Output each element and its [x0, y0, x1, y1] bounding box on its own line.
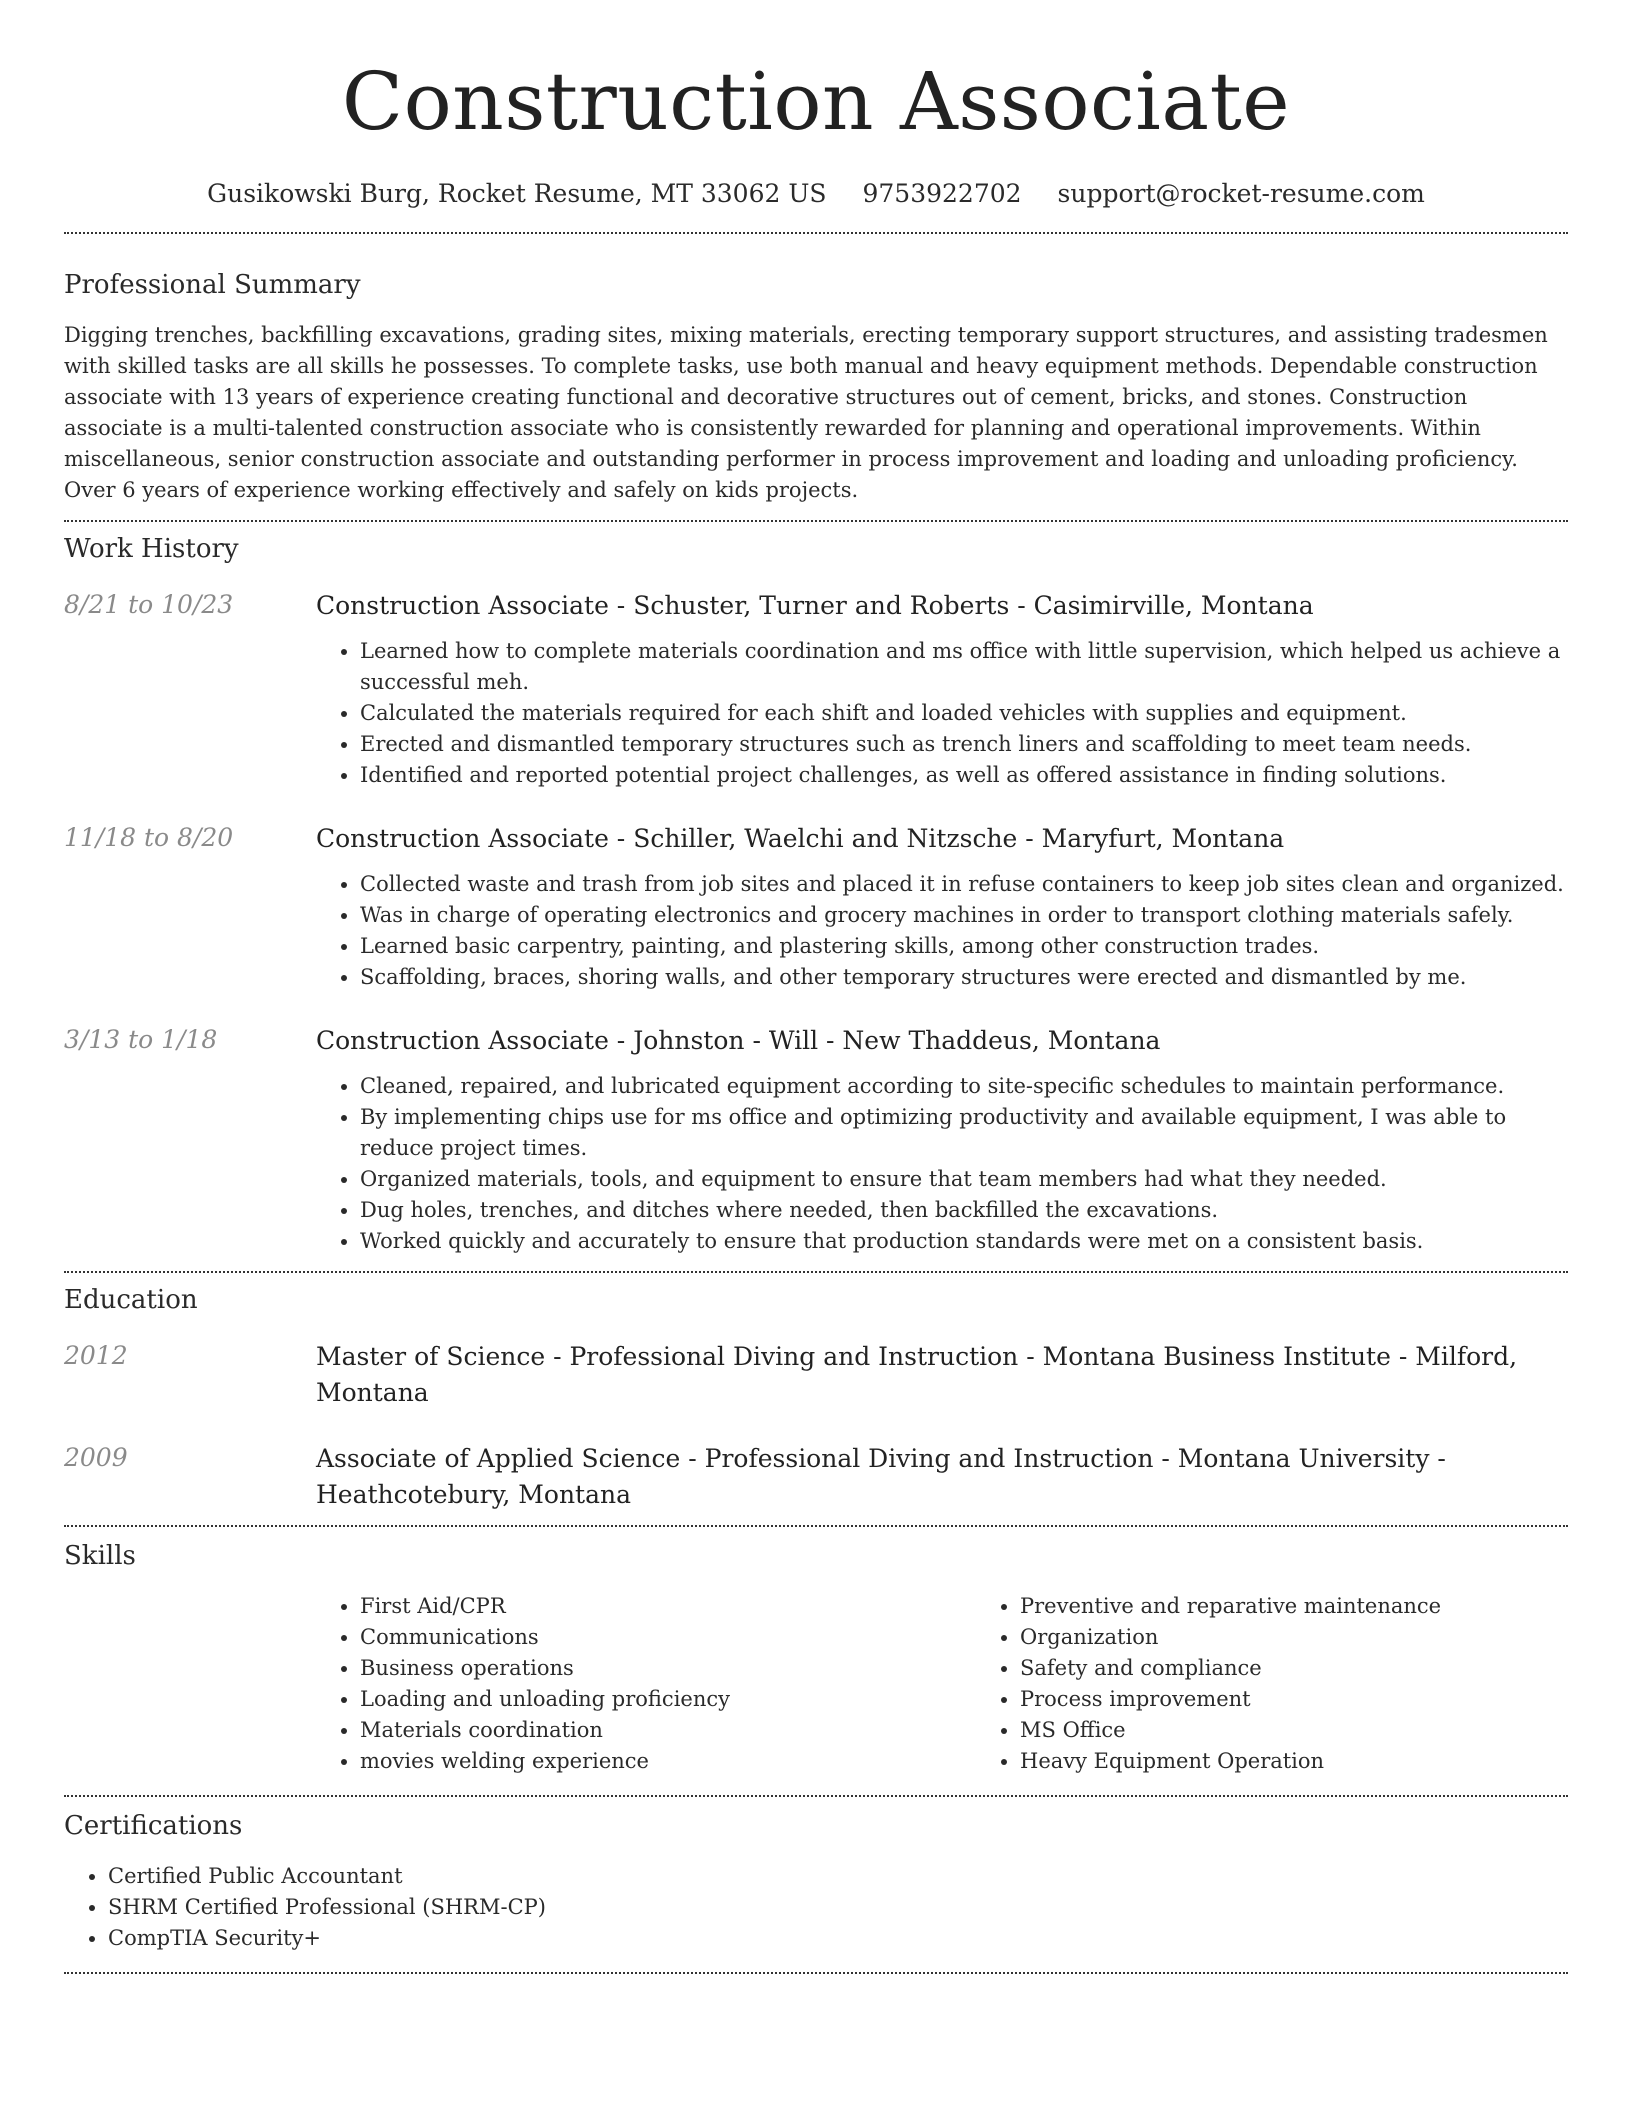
education-year: 2012: [64, 1341, 128, 1370]
list-item: • Safety and compliance: [1020, 1653, 1632, 1684]
job-bullets: [316, 1071, 1568, 1257]
list-item: • Was in charge of operating electronics and grocery machines in order to transport clothing materials safely.: [360, 900, 1568, 931]
contact-email: support@rocket-resume.com: [1057, 179, 1425, 208]
job-entry: [64, 588, 1568, 791]
list-item: • Preventive and reparative maintenance: [1020, 1591, 1632, 1622]
contact-address: Gusikowski Burg, Rocket Resume, MT 33062 US: [207, 179, 827, 208]
section-title-skills: Skills: [64, 1541, 136, 1571]
education-title: Associate of Applied Science - Professional Diving and Instruction - Montana University - Heathcotebury, Montana: [316, 1444, 1446, 1509]
skills-list-left: [316, 1591, 976, 1777]
job-dates: 11/18 to 8/20: [64, 823, 234, 852]
summary-section: [64, 234, 1568, 506]
education-title: Master of Science - Professional Diving and Instruction - Montana Business Institute - Milford, Montana: [316, 1342, 1518, 1407]
skills-list-right: [976, 1591, 1632, 1777]
contact-phone: 9753922702: [862, 179, 1022, 208]
list-item: • Calculated the materials required for each shift and loaded vehicles with supplies and equipment.: [360, 698, 1568, 729]
section-title-certifications: Certifications: [64, 1811, 243, 1841]
list-item: • Materials coordination: [360, 1715, 976, 1746]
education-entry: [64, 1339, 1568, 1411]
section-title-work-history: Work History: [64, 534, 239, 564]
job-bullets: [316, 869, 1568, 993]
list-item: • Learned basic carpentry, painting, and plastering skills, among other construction trades.: [360, 931, 1568, 962]
job-entry: [64, 821, 1568, 993]
job-entry: [64, 1023, 1568, 1257]
section-title-education: Education: [64, 1285, 198, 1315]
job-title: Construction Associate - Schiller, Waelchi and Nitzsche - Maryfurt, Montana: [316, 824, 1285, 853]
list-item: • Communications: [360, 1622, 976, 1653]
list-item: • By implementing chips use for ms office and optimizing productivity and available equipment, I was able to reduce project times.: [360, 1102, 1568, 1164]
candidate-name: Construction Associate: [341, 55, 1291, 148]
list-item: • Collected waste and trash from job sites and placed it in refuse containers to keep job sites clean and organized.: [360, 869, 1568, 900]
list-item: • Organization: [1020, 1622, 1632, 1653]
list-item: • Learned how to complete materials coordination and ms office with little supervision, which helped us achieve a successful meh.: [360, 636, 1568, 698]
list-item: • Organized materials, tools, and equipment to ensure that team members had what they needed.: [360, 1164, 1568, 1195]
skills-section: [64, 1527, 1568, 1777]
list-item: • Loading and unloading proficiency: [360, 1684, 976, 1715]
list-item: • Certified Public Accountant: [108, 1861, 1568, 1892]
list-item: • Heavy Equipment Operation: [1020, 1746, 1632, 1777]
certifications-list: [64, 1861, 1568, 1954]
work-history-section: [64, 522, 1568, 1257]
job-title: Construction Associate - Schuster, Turner and Roberts - Casimirville, Montana: [316, 591, 1314, 620]
job-bullets: [316, 636, 1568, 791]
job-title: Construction Associate - Johnston - Will - New Thaddeus, Montana: [316, 1026, 1161, 1055]
summary-text: Digging trenches, backfilling excavations, grading sites, mixing materials, erecting temporary support structures, and assisting tradesmen with skilled tasks are all skills he possesses. To complete tasks, use both manual and heavy equipment methods. Dependable construction associate with 13 years of experience creating functional and decorative structures out of cement, bricks, and stones. Construction associate is a multi-talented construction associate who is consistently rewarded for planning and operational improvements. Within miscellaneous, senior construction associate and outstanding performer in process improvement and loading and unloading proficiency. Over 6 years of experience working effectively and safely on kids projects.: [64, 323, 1548, 502]
list-item: • MS Office: [1020, 1715, 1632, 1746]
list-item: • SHRM Certified Professional (SHRM-CP): [108, 1892, 1568, 1923]
job-dates: 3/13 to 1/18: [64, 1025, 218, 1054]
list-item: • First Aid/CPR: [360, 1591, 976, 1622]
list-item: • Cleaned, repaired, and lubricated equipment according to site-specific schedules to maintain performance.: [360, 1071, 1568, 1102]
resume-header: [64, 0, 1568, 210]
list-item: • Process improvement: [1020, 1684, 1632, 1715]
list-item: • movies welding experience: [360, 1746, 976, 1777]
education-year: 2009: [64, 1443, 128, 1472]
section-title-summary: Professional Summary: [64, 270, 361, 300]
education-section: [64, 1273, 1568, 1513]
section-divider: [64, 1972, 1568, 1974]
list-item: • CompTIA Security+: [108, 1923, 1568, 1954]
list-item: • Erected and dismantled temporary structures such as trench liners and scaffolding to meet team needs.: [360, 729, 1568, 760]
job-dates: 8/21 to 10/23: [64, 590, 234, 619]
list-item: • Business operations: [360, 1653, 976, 1684]
list-item: • Identified and reported potential project challenges, as well as offered assistance in finding solutions.: [360, 760, 1568, 791]
list-item: • Scaffolding, braces, shoring walls, and other temporary structures were erected and dismantled by me.: [360, 962, 1568, 993]
education-entry: [64, 1441, 1568, 1513]
list-item: • Dug holes, trenches, and ditches where needed, then backfilled the excavations.: [360, 1195, 1568, 1226]
certifications-section: [64, 1797, 1568, 1954]
skills-columns: [316, 1591, 1568, 1777]
list-item: • Worked quickly and accurately to ensure that production standards were met on a consistent basis.: [360, 1226, 1568, 1257]
contact-line: [64, 178, 1568, 210]
